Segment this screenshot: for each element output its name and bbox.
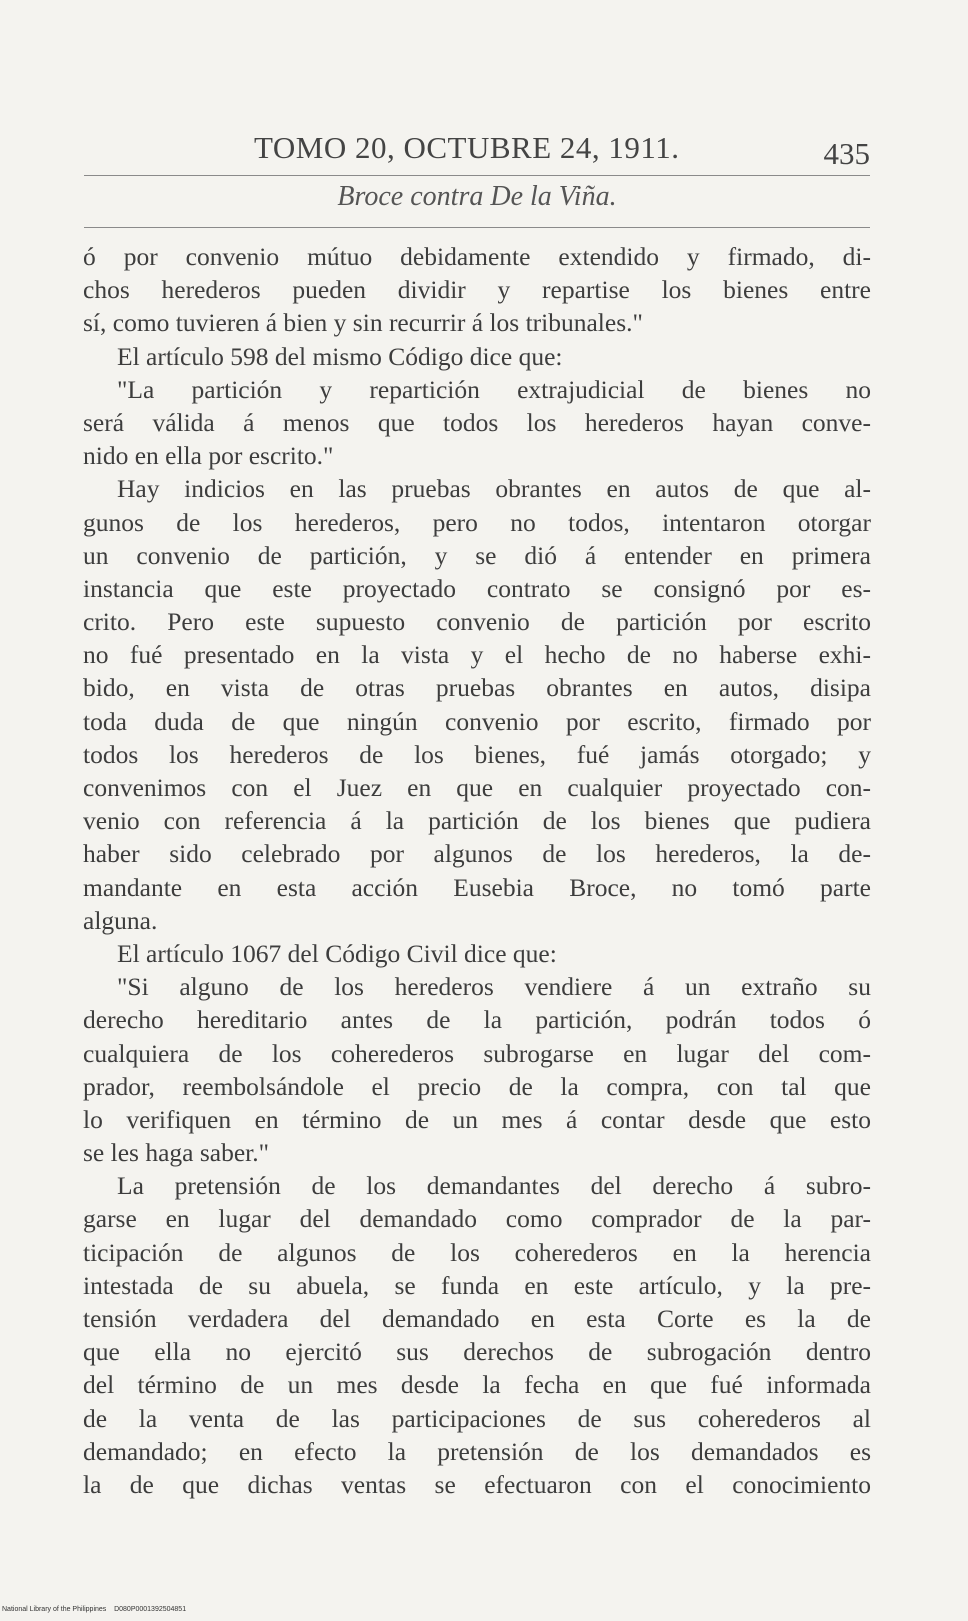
header-rule-bottom (84, 227, 870, 228)
text-line: chos herederos pueden dividir y repartise los bienes entre (83, 275, 871, 305)
text-line: prador, reembolsándole el precio de la compra, con tal que (83, 1071, 871, 1101)
text-line: que ella no ejercitó sus derechos de subrogación dentro (83, 1337, 871, 1367)
text-line: El artículo 598 del mismo Código dice que: (117, 341, 563, 371)
text-line: toda duda de que ningún convenio por escrito, firmado por (83, 706, 871, 736)
header-rule-top (84, 175, 870, 176)
text-line: Hay indicios en las pruebas obrantes en autos de que al- (117, 474, 871, 504)
text-line: todos los herederos de los bienes, fué jamás otorgado; y (83, 739, 871, 769)
text-line: instancia que este proyectado contrato se consignó por es- (83, 573, 871, 603)
text-line: será válida á menos que todos los herederos hayan conve- (83, 407, 871, 437)
text-line: alguna. (83, 905, 158, 935)
footer-code: D080P0001392504851 (114, 1606, 187, 1613)
text-line: lo verifiquen en término de un mes á contar desde que esto (83, 1104, 871, 1134)
text-line: bido, en vista de otras pruebas obrantes en autos, disipa (83, 673, 871, 703)
text-line: nido en ella por escrito." (83, 441, 334, 471)
text-line: un convenio de partición, y se dió á entender en primera (83, 540, 871, 570)
text-line: cualquiera de los coherederos subrogarse en lugar del com- (83, 1038, 871, 1068)
text-line: "La partición y repartición extrajudicial de bienes no (117, 374, 871, 404)
text-line: "Si alguno de los herederos vendiere á un extraño su (117, 972, 871, 1002)
text-line: ticipación de algunos de los coherederos en la herencia (83, 1237, 871, 1267)
body-text (83, 240, 871, 1501)
text-line: derecho hereditario antes de la partición, podrán todos ó (83, 1005, 871, 1035)
text-line: demandado; en efecto la pretensión de los demandados es (83, 1436, 871, 1466)
text-line: crito. Pero este supuesto convenio de partición por escrito (83, 607, 871, 637)
text-line: gunos de los herederos, pero no todos, intentaron otorgar (83, 507, 871, 537)
text-line: la de que dichas ventas se efectuaron con el conocimiento (83, 1469, 871, 1499)
text-line: El artículo 1067 del Código Civil dice que: (117, 938, 557, 968)
text-line: de la venta de las participaciones de sus coherederos al (83, 1403, 871, 1433)
text-line: venio con referencia á la partición de los bienes que pudiera (83, 806, 871, 836)
text-line: tensión verdadera del demandado en esta Corte es la de (83, 1304, 871, 1333)
text-line: no fué presentado en la vista y el hecho de no haberse exhi- (83, 640, 871, 670)
text-line: La pretensión de los demandantes del derecho á subro- (117, 1171, 871, 1201)
footer-source: National Library of the Philippines (2, 1606, 107, 1613)
scan-footer (2, 1606, 186, 1613)
text-line: intestada de su abuela, se funda en este artículo, y la pre- (83, 1270, 871, 1300)
page-number: 435 (823, 136, 870, 171)
text-line: sí, como tuvieren á bien y sin recurrir á los tribunales." (83, 308, 643, 338)
header-title: TOMO 20, OCTUBRE 24, 1911. (254, 130, 680, 165)
text-line: convenimos con el Juez en que en cualquier proyectado con- (83, 773, 871, 802)
text-line: del término de un mes desde la fecha en que fué informada (83, 1370, 871, 1400)
text-line: se les haga saber." (83, 1138, 270, 1168)
case-subtitle: Broce contra De la Viña. (337, 181, 617, 212)
text-line: garse en lugar del demandado como comprador de la par- (83, 1204, 871, 1234)
text-line: mandante en esta acción Eusebia Broce, no tomó parte (83, 872, 871, 902)
text-line: haber sido celebrado por algunos de los herederos, la de- (83, 839, 871, 869)
text-line: ó por convenio mútuo debidamente extendido y firmado, di- (83, 242, 871, 271)
running-header (84, 125, 870, 175)
